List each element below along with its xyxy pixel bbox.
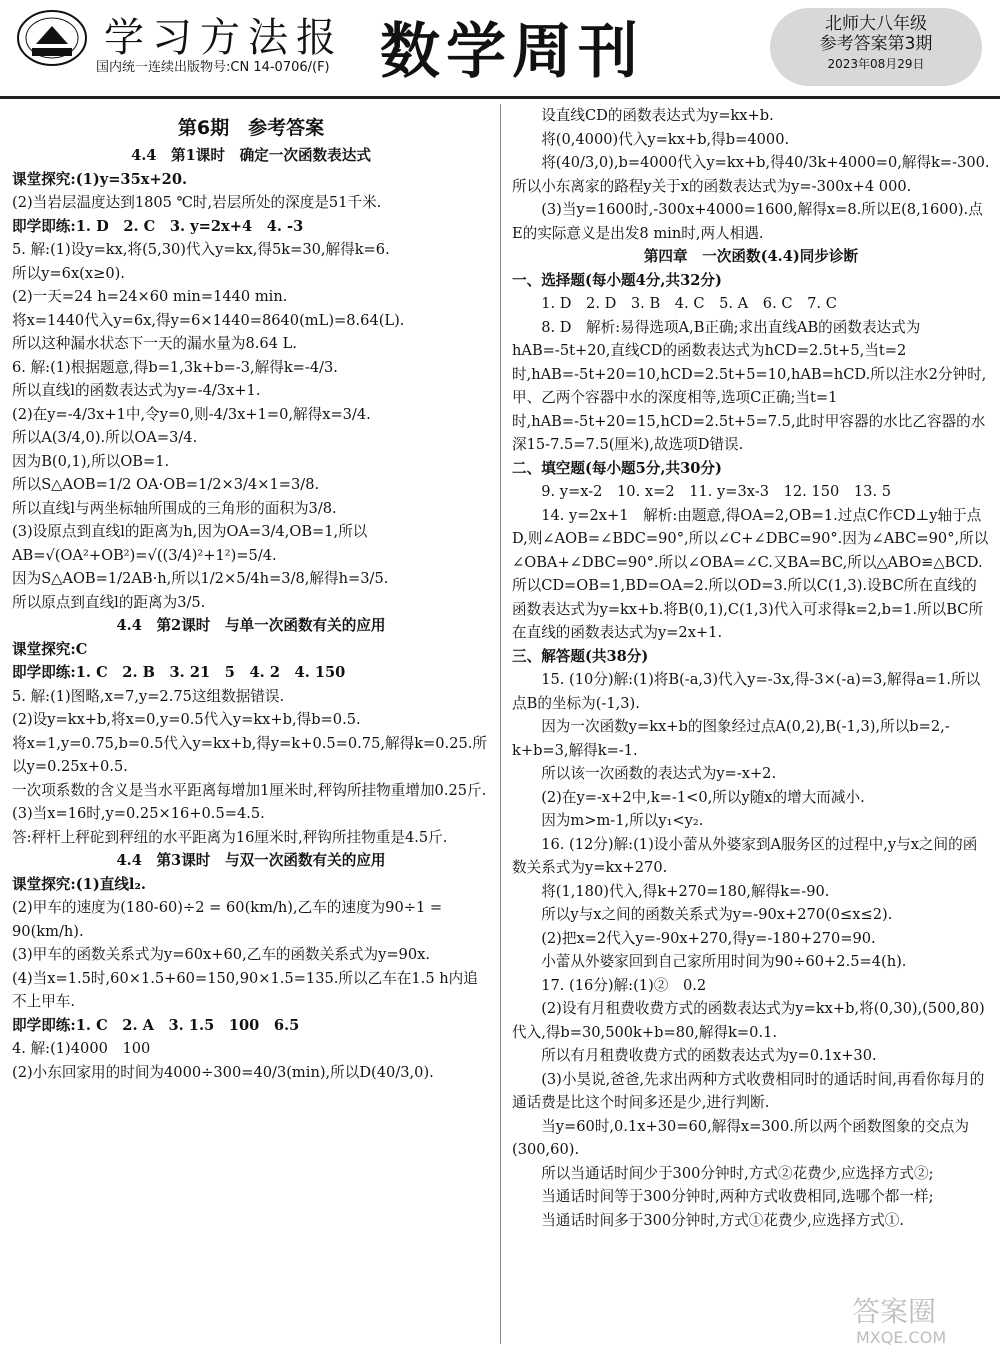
publication-number: 国内统一连续出版物号:CN 14-0706/(F)	[96, 60, 330, 75]
edition-date: 2023年08月29日	[827, 57, 925, 71]
header-divider	[0, 96, 1000, 99]
answer-line: (2)在y=-x+2中,k=-1<0,所以y随x的增大而减小.	[541, 788, 865, 806]
masthead	[0, 0, 1000, 96]
answer-line: 15. (10分)解:(1)将B(-a,3)代入y=-3x,得-3×(-a)=3,解得a=1.所以点B的坐标为(-1,3).	[512, 671, 981, 712]
section-heading: 4.4 第2课时 与单一次函数有关的应用	[116, 617, 386, 634]
answer-line: 所以A(3/4,0).所以OA=3/4.	[12, 429, 198, 446]
answer-line: 所以有月租费收费方式的函数表达式为y=0.1x+30.	[541, 1047, 877, 1064]
answer-line: 9. y=x-2 10. x=2 11. y=3x-3 12. 150 13. 5	[541, 483, 892, 500]
answer-line: (3)甲车的函数关系式为y=60x+60,乙车的函数关系式为y=90x.	[12, 946, 430, 963]
answer-line: (3)小昊说,爸爸,先求出两种方式收费相同时的通话时间,再看你每月的通话费是比这个时间多还是少,进行判断.	[512, 1070, 985, 1111]
subsection-label: 课堂探究:(1)直线l₂.	[12, 875, 146, 893]
answer-line: (2)在y=-4/3x+1中,令y=0,则-4/3x+1=0,解得x=3/4.	[12, 405, 371, 423]
answer-line: 因为B(0,1),所以OB=1.	[12, 452, 170, 470]
answer-line: 4. 解:(1)4000 100	[12, 1040, 151, 1057]
answer-line: 6. 解:(1)根据题意,得b=1,3k+b=-3,解得k=-4/3.	[12, 358, 338, 376]
left-column	[12, 112, 490, 1084]
answer-line: 小蕾从外婆家回到自己家所用时间为90÷60+2.5=4(h).	[541, 953, 907, 970]
section-heading: 4.4 第1课时 确定一次函数表达式	[131, 147, 371, 164]
answer-line: 所以这种漏水状态下一天的漏水量为8.64 L.	[12, 335, 297, 352]
answer-line: 当通话时间等于300分钟时,两种方式收费相同,选哪个都一样;	[541, 1188, 934, 1205]
answer-line: 因为一次函数y=kx+b的图象经过点A(0,2),B(-1,3),所以b=2,-k+b=3,解得k=-1.	[512, 718, 950, 759]
answer-line: 所以该一次函数的表达式为y=-x+2.	[541, 765, 777, 782]
answer-line: 所以S△AOB=1/2 OA·OB=1/2×3/4×1=3/8.	[12, 476, 320, 493]
answer-line: 1. D 2. D 3. B 4. C 5. A 6. C 7. C	[541, 295, 837, 312]
section-heading: 4.4 第3课时 与双一次函数有关的应用	[116, 852, 386, 869]
watermark-text: 答案圈	[852, 1295, 937, 1328]
answer-line: 14. y=2x+1 解析:由题意,得OA=2,OB=1.过点C作CD⊥y轴于点D,则∠AOB=∠BDC=90°,所以∠C+∠DBC=90°.因为∠ABC=90°,所以∠OBA+∠DBC=90°.所以∠OBA=∠C.又BA=BC,所以△ABO≌△BCD.所以CD=OB=1,BD=OA=2.所以OD=3.所以C(1,3).设BC所在直线的函数表达式为y=kx+b.将B(0,1),C(1,3)代入可求得k=2,b=1.所以BC所在直线的函数表达式为y=2x+1.	[512, 506, 989, 641]
answer-line: (2)甲车的速度为(180-60)÷2 = 60(km/h),乙车的速度为90÷1 = 90(km/h).	[12, 899, 443, 940]
answer-line: 17. (16分)解:(1)② 0.2	[541, 976, 707, 994]
answer-line: 所以y=6x(x≥0).	[12, 264, 125, 282]
watermark-url: MXQE.COM	[856, 1328, 947, 1347]
answer-line: 将(1,180)代入,得k+270=180,解得k=-90.	[541, 882, 830, 900]
answer-line: (2)一天=24 h=24×60 min=1440 min.	[12, 288, 288, 305]
answer-line: 16. (12分)解:(1)设小蕾从外婆家到A服务区的过程中,y与x之间的函数关系式为y=kx+270.	[512, 835, 978, 876]
subsection-label: 即学即练:1. C 2. A 3. 1.5 100 6.5	[12, 1016, 300, 1034]
subsection-label: 三、解答题(共38分)	[512, 647, 649, 665]
answer-line: 所以原点到直线l的距离为3/5.	[12, 593, 206, 611]
column-divider	[500, 104, 501, 1344]
publication-title: 数学周刊	[380, 17, 644, 87]
edition-badge	[770, 8, 982, 86]
edition-issue: 参考答案第3期	[819, 34, 933, 54]
answer-line: (2)小东回家用的时间为4000÷300=40/3(min),所以D(40/3,0).	[12, 1063, 434, 1081]
page-heading: 第6期 参考答案	[177, 117, 325, 139]
answer-line: 所以当通话时间少于300分钟时,方式②花费少,应选择方式②;	[541, 1164, 934, 1182]
answer-line: (4)当x=1.5时,60×1.5+60=150,90×1.5=135.所以乙车在1.5 h内追不上甲车.	[12, 969, 478, 1010]
answer-line: (2)当岩层温度达到1805 ℃时,岩层所处的深度是51千米.	[12, 194, 382, 211]
answer-line: 设直线CD的函数表达式为y=kx+b.	[541, 107, 774, 124]
answer-line: 将x=1,y=0.75,b=0.5代入y=kx+b,得y=k+0.5=0.75,解得k=0.25.所以y=0.25x+0.5.	[12, 734, 487, 775]
answer-line: 5. 解:(1)设y=kx,将(5,30)代入y=kx,得5k=30,解得k=6.	[12, 241, 390, 258]
answer-line: 所以y与x之间的函数关系式为y=-90x+270(0≤x≤2).	[541, 906, 893, 923]
subsection-label: 课堂探究:C	[12, 640, 88, 658]
answer-line: 答:秤杆上秤砣到秤纽的水平距离为16厘米时,秤钩所挂物重是4.5斤.	[12, 828, 448, 846]
subsection-label: 即学即练:1. C 2. B 3. 21 5 4. 2 4. 150	[12, 664, 346, 681]
subsection-label: 课堂探究:(1)y=35x+20.	[12, 170, 188, 188]
answer-line: 所以直线l的函数表达式为y=-4/3x+1.	[12, 382, 261, 399]
subsection-label: 即学即练:1. D 2. C 3. y=2x+4 4. -3	[12, 217, 304, 235]
paper-name: 学习方法报	[104, 15, 344, 61]
answer-line: (2)设有月租费收费方式的函数表达式为y=kx+b,将(0,30),(500,80)代入,得b=30,500k+b=80,解得k=0.1.	[512, 1000, 985, 1041]
answer-line: 一次项系数的含义是当水平距离每增加1厘米时,秤钩所挂物重增加0.25斤.	[12, 781, 487, 799]
answer-line: (3)当x=16时,y=0.25×16+0.5=4.5.	[12, 805, 265, 822]
edition-grade: 北师大八年级	[825, 14, 927, 34]
subsection-label: 二、填空题(每小题5分,共30分)	[512, 459, 722, 477]
answer-line: (2)设y=kx+b,将x=0,y=0.5代入y=kx+b,得b=0.5.	[12, 711, 361, 728]
watermark-logo	[842, 1287, 992, 1349]
answer-line: 当y=60时,0.1x+30=60,解得x=300.所以两个函数图象的交点为(300,60).	[512, 1117, 969, 1158]
answer-line: 因为m>m-1,所以y₁<y₂.	[541, 812, 704, 829]
answer-line: 当通话时间多于300分钟时,方式①花费少,应选择方式①.	[541, 1211, 905, 1229]
subsection-label: 一、选择题(每小题4分,共32分)	[512, 271, 722, 289]
answer-line: 将(0,4000)代入y=kx+b,得b=4000.	[541, 130, 790, 148]
answer-line: 将(40/3,0),b=4000代入y=kx+b,得40/3k+4000=0,解得k=-300.所以小东离家的路程y关于x的函数表达式为y=-300x+4 000.	[512, 154, 990, 195]
newspaper-logo-icon	[14, 8, 92, 68]
answer-line: (2)把x=2代入y=-90x+270,得y=-180+270=90.	[541, 929, 876, 947]
answer-line: AB=√(OA²+OB²)=√((3/4)²+1²)=5/4.	[12, 546, 277, 564]
answer-line: 所以直线l与两坐标轴所围成的三角形的面积为3/8.	[12, 499, 337, 517]
right-column	[512, 104, 990, 1232]
answer-line: (3)设原点到直线l的距离为h,因为OA=3/4,OB=1,所以	[12, 523, 368, 540]
answer-line: 将x=1440代入y=6x,得y=6×1440=8640(mL)=8.64(L).	[12, 311, 405, 329]
answer-line: 8. D 解析:易得选项A,B正确;求出直线AB的函数表达式为hAB=-5t+20,直线CD的函数表达式为hCD=2.5t+5,当t=2时,hAB=-5t+20=10,hCD=2.5t+5=10,hAB=hCD.所以注水2分钟时,甲、乙两个容器中水的深度相等,选项C正确;当t=1时,hAB=-5t+20=15,hCD=2.5t+5=7.5,此时甲容器的水比乙容器的水深15-7.5=7.5(厘米),故选项D错误.	[512, 318, 987, 453]
section-heading: 第四章 一次函数(4.4)同步诊断	[643, 248, 859, 265]
answer-line: (3)当y=1600时,-300x+4000=1600,解得x=8.所以E(8,1600).点E的实际意义是出发8 min时,两人相遇.	[512, 201, 983, 242]
answer-line: 5. 解:(1)图略,x=7,y=2.75这组数据错误.	[12, 687, 285, 705]
answer-line: 因为S△AOB=1/2AB·h,所以1/2×5/4h=3/8,解得h=3/5.	[12, 570, 389, 587]
